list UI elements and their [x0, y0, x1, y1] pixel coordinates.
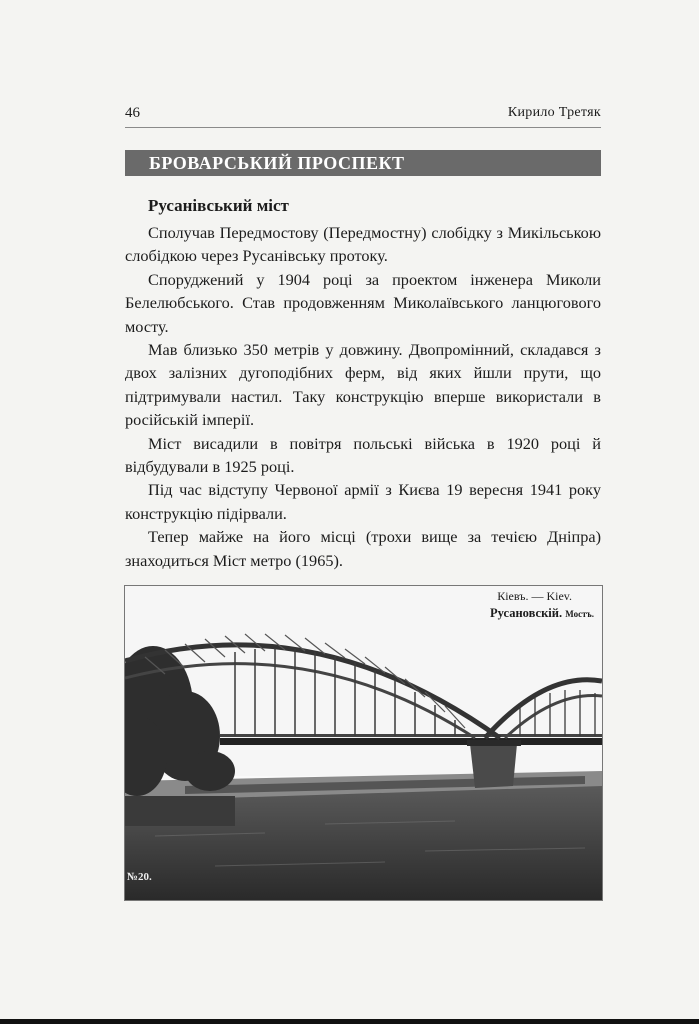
paragraph: Міст висадили в повітря польські війська в 1920 році й відбудували в 1925 році.: [125, 433, 601, 477]
section-title: БРОВАРСЬКИЙ ПРОСПЕКТ: [149, 153, 405, 173]
header-rule: [125, 127, 601, 128]
bridge-photograph: [124, 585, 603, 901]
photo-caption-city: Кіевъ. — Kiev.: [497, 589, 572, 603]
paragraph: Тепер майже на його місці (трохи вище за течією Дніпра) знаходиться Міст метро (1965).: [125, 527, 601, 570]
article-body: [125, 221, 601, 572]
section-title-bar: [125, 150, 601, 176]
page-number: 46: [125, 105, 140, 121]
photo-caption-title: [490, 606, 594, 621]
paragraph: Споруджений у 1904 році за проектом інженера Миколи Белелюбського. Став продовженням Миколаївського ланцюгового мосту.: [125, 269, 601, 336]
bottom-edge: [0, 1019, 699, 1024]
photo-caption-bridge-name: Русановскій.: [490, 606, 563, 620]
paragraph: Мав близько 350 метрів у довжину. Двопромінний, складався з двох залізних дугоподібних ферм, від яких йшли прути, що підтримували настил. Таку конструкцію вперше використали в російській імперії.: [125, 340, 601, 430]
photo-caption-bridge-word: Мостъ.: [565, 609, 594, 619]
photo-number: №20.: [127, 871, 152, 883]
paragraph: Під час відступу Червоної армії з Києва 19 вересня 1941 року конструкцію підірвали.: [125, 480, 601, 523]
author-name: Кирило Третяк: [507, 105, 601, 120]
paragraph: Сполучав Передмостову (Передмостну) слобідку з Микільською слобідкою через Русанівську протоку.: [125, 223, 601, 266]
running-header: [125, 103, 601, 125]
bridge-illustration: [125, 586, 602, 900]
article-heading: Русанівський міст: [148, 196, 289, 215]
